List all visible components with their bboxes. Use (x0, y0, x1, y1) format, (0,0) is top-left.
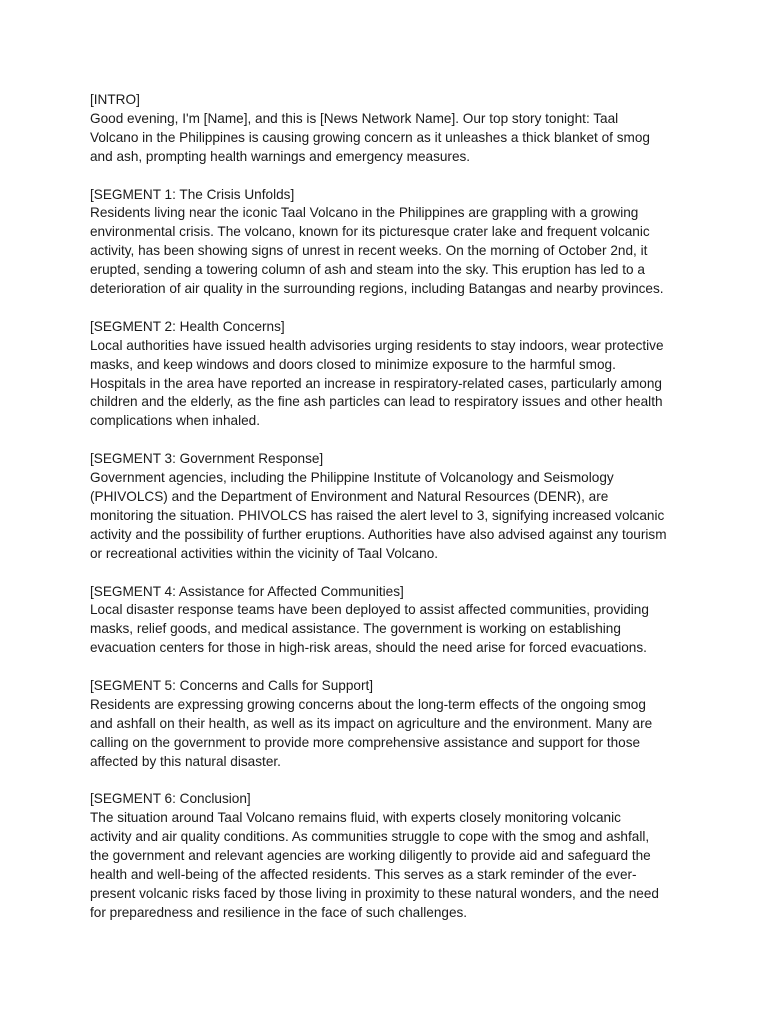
body-line: monitoring the situation. PHIVOLCS has raised the alert level to 3, signifying increased volcanic (90, 507, 665, 523)
body-line: present volcanic risks faced by those living in proximity to these natural wonders, and the need (90, 885, 659, 901)
body-line: Good evening, I'm [Name], and this is [News Network Name]. Our top story tonight: Taal (90, 110, 619, 126)
body-line: complications when inhaled. (90, 413, 261, 429)
body-line: the government and relevant agencies are working diligently to provide aid and safeguard the (90, 848, 651, 864)
section-segment-5 (90, 677, 690, 772)
section-segment-6 (90, 790, 690, 922)
body-line: activity and air quality conditions. As communities struggle to cope with the smog and ashfall, (90, 829, 650, 845)
section-segment-1 (90, 186, 690, 299)
section-segment-2 (90, 318, 690, 431)
body-line: activity and the possibility of further eruptions. Authorities have also advised against any tourism (90, 526, 667, 542)
body-line: masks, relief goods, and medical assistance. The government is working on establishing (90, 621, 621, 637)
section-heading: [SEGMENT 5: Concerns and Calls for Support] (90, 678, 374, 694)
body-line: Local authorities have issued health advisories urging residents to stay indoors, wear protective (90, 337, 664, 353)
section-intro (90, 91, 690, 167)
body-line: Volcano in the Philippines is causing growing concern as it unleashes a thick blanket of smog (90, 129, 650, 145)
section-segment-4 (90, 583, 690, 659)
body-line: and ash, prompting health warnings and emergency measures. (90, 148, 471, 164)
body-line: Residents living near the iconic Taal Volcano in the Philippines are grappling with a growing (90, 205, 639, 221)
body-line: Local disaster response teams have been deployed to assist affected communities, providing (90, 602, 649, 618)
body-line: Government agencies, including the Philippine Institute of Volcanology and Seismology (90, 470, 614, 486)
document-body (90, 91, 690, 942)
body-line: calling on the government to provide more comprehensive assistance and support for those (90, 734, 641, 750)
body-line: Residents are expressing growing concerns about the long-term effects of the ongoing smog (90, 696, 646, 712)
section-heading: [SEGMENT 4: Assistance for Affected Communities] (90, 583, 404, 599)
body-line: affected by this natural disaster. (90, 753, 281, 769)
body-line: evacuation centers for those in high-risk areas, should the need arise for forced evacuations. (90, 640, 647, 656)
body-line: and ashfall on their health, as well as its impact on agriculture and the environment. Many are (90, 715, 653, 731)
body-line: masks, and keep windows and doors closed to minimize exposure to the harmful smog. (90, 356, 616, 372)
body-line: children and the elderly, as the fine ash particles can lead to respiratory issues and other health (90, 394, 663, 410)
section-heading: [SEGMENT 1: The Crisis Unfolds] (90, 186, 295, 202)
section-heading: [INTRO] (90, 92, 140, 107)
body-line: health and well-being of the affected residents. This serves as a stark reminder of the ever- (90, 867, 637, 883)
section-segment-3 (90, 450, 690, 563)
body-line: deterioration of air quality in the surrounding regions, including Batangas and nearby provinces. (90, 281, 664, 297)
body-line: Hospitals in the area have reported an increase in respiratory-related cases, particularly among (90, 375, 662, 391)
body-line: or recreational activities within the vicinity of Taal Volcano. (90, 545, 439, 561)
body-line: (PHIVOLCS) and the Department of Environment and Natural Resources (DENR), are (90, 488, 609, 504)
body-line: erupted, sending a towering column of ash and steam into the sky. This eruption has led to a (90, 262, 645, 278)
body-line: The situation around Taal Volcano remains fluid, with experts closely monitoring volcanic (90, 810, 621, 826)
body-line: environmental crisis. The volcano, known for its picturesque crater lake and frequent volcanic (90, 224, 650, 240)
section-heading: [SEGMENT 6: Conclusion] (90, 791, 251, 807)
body-line: activity, has been showing signs of unrest in recent weeks. On the morning of October 2nd, it (90, 243, 648, 259)
section-heading: [SEGMENT 3: Government Response] (90, 451, 324, 467)
body-line: for preparedness and resilience in the face of such challenges. (90, 904, 468, 920)
section-heading: [SEGMENT 2: Health Concerns] (90, 318, 285, 334)
